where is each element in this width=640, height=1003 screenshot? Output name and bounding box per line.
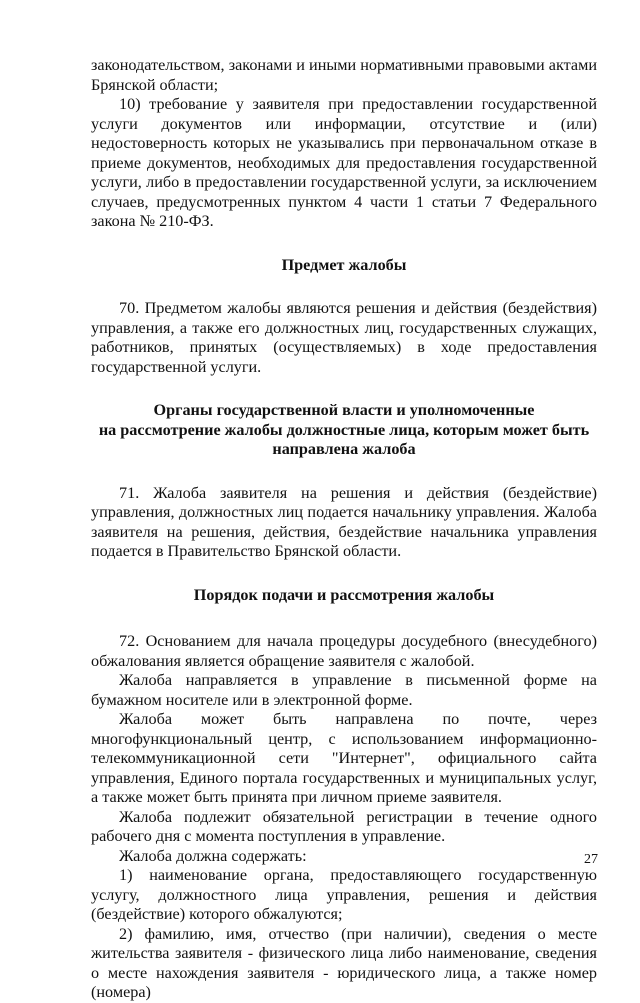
paragraph-contents-item-2: 2) фамилию, имя, отчество (при наличии), сведения о месте жительства заявителя - физического лица либо наименование, сведения о месте нахождения заявителя - юридического лица, а также номер (номера) bbox=[91, 924, 597, 1001]
paragraph-complaint-channels: Жалоба может быть направлена по почте, через многофункциональный центр, с использованием информационно-телекоммуникационной сети "Интернет", официального сайта управления, Единого портала государственных и муниципальных услуг, а также может быть принята при личном приеме заявителя. bbox=[91, 710, 597, 806]
paragraph-complaint-form: Жалоба направляется в управление в письменной форме на бумажном носителе или в электронной форме. bbox=[91, 671, 597, 709]
section-heading-authorities-line-3: направлена жалоба bbox=[272, 440, 416, 458]
section-heading-subject: Предмет жалобы bbox=[281, 255, 407, 274]
paragraph-71: 71. Жалоба заявителя на решения и действия (бездействие) управления, должностных лиц подается начальнику управления. Жалоба заявителя на решения, действия, бездействие начальника управления подается в Правительство Брянской области. bbox=[91, 483, 597, 560]
document-page bbox=[91, 56, 597, 1003]
paragraph-contents-item-1: 1) наименование органа, предоставляющего государственную услугу, должностного лица управления, решения и действия (бездействие) которого обжалуются; bbox=[91, 866, 597, 923]
section-heading-authorities-line-2: на рассмотрение жалобы должностные лица, которым может быть bbox=[98, 420, 590, 439]
paragraph-72: 72. Основанием для начала процедуры досудебного (внесудебного) обжалования является обращение заявителя с жалобой. bbox=[91, 632, 597, 670]
paragraph-70: 70. Предметом жалобы являются решения и действия (бездействия) управления, а также его должностных лиц, государственных служащих, работников, принятых (осуществляемых) в ходе предоставления государственной услуги. bbox=[91, 299, 597, 376]
section-heading-procedure: Порядок подачи и рассмотрения жалобы bbox=[193, 585, 495, 604]
section-heading-authorities bbox=[91, 401, 597, 460]
paragraph-complaint-contents-intro: Жалоба должна содержать: bbox=[119, 846, 307, 865]
page-number: 27 bbox=[584, 852, 598, 867]
paragraph-continuation: законодательством, законами и иными нормативными правовыми актами Брянской области; bbox=[91, 56, 597, 94]
section-heading-authorities-line-1: Органы государственной власти и уполномоченные bbox=[153, 401, 535, 419]
paragraph-item-10: 10) требование у заявителя при предоставлении государственной услуги документов или информации, отсутствие и (или) недостоверность которых не указывались при первоначальном отказе в приеме документов, необходимых для предоставления государственной услуги, либо в предоставлении государственной услуги, за исключением случаев, предусмотренных пунктом 4 части 1 статьи 7 Федерального закона № 210-ФЗ. bbox=[91, 95, 597, 230]
paragraph-complaint-registration: Жалоба подлежит обязательной регистрации в течение одного рабочего дня с момента поступления в управление. bbox=[91, 807, 597, 845]
